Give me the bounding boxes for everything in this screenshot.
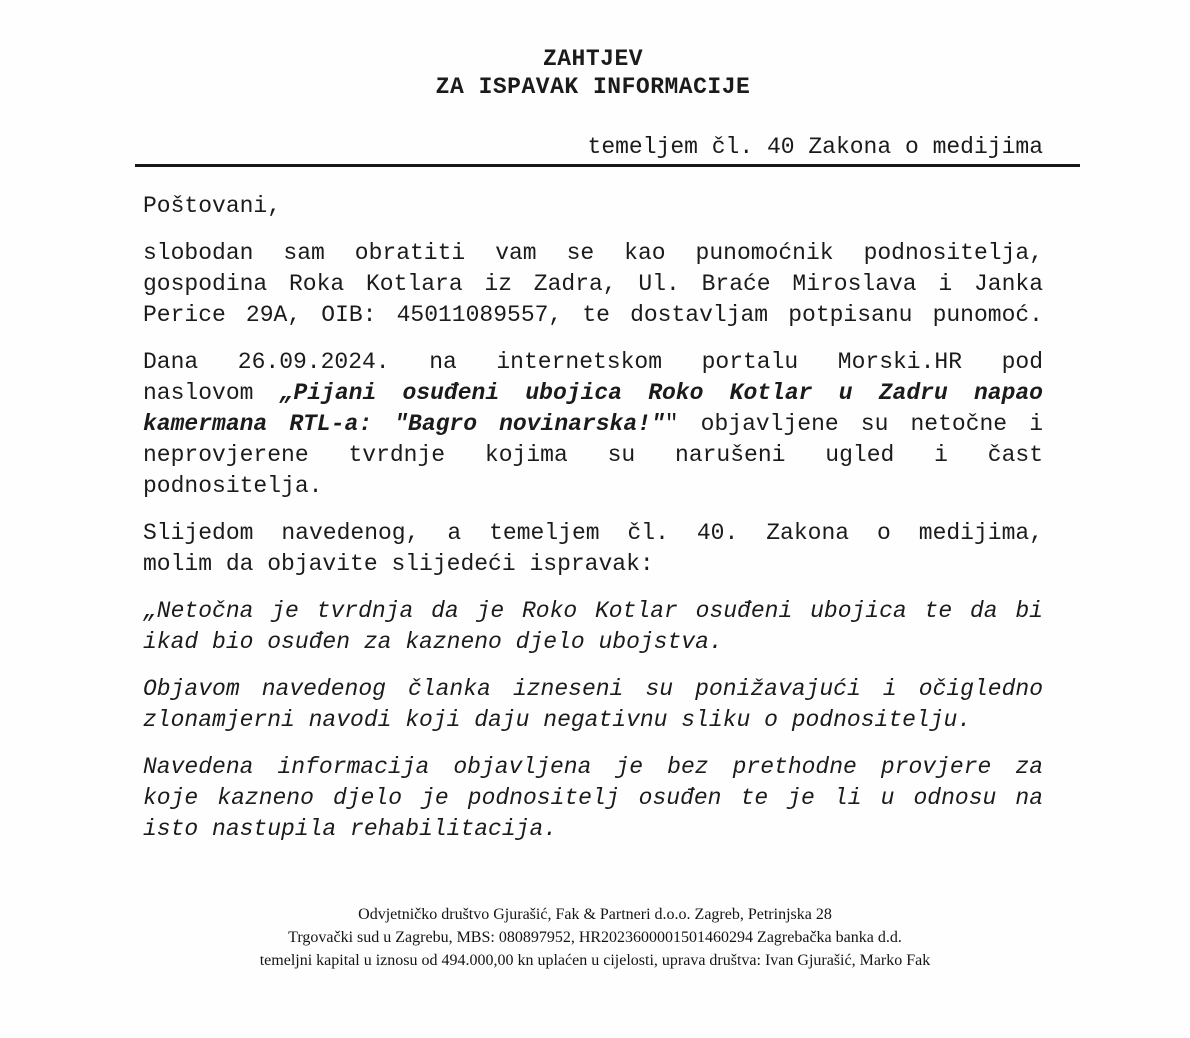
paragraph-line: Dana 26.09.2024. na internetskom portalu Morski.HR pod	[143, 349, 1043, 375]
paragraph-line: Perice 29A, OIB: 45011089557, te dostavljam potpisanu punomoć.	[143, 302, 1043, 328]
paragraph-line: neprovjerene tvrdnje kojima su narušeni ugled i čast	[143, 442, 1043, 468]
legal-basis-line: temeljem čl. 40 Zakona o medijima	[587, 134, 1043, 160]
paragraph-line: koje kazneno djelo je podnositelj osuđen te je li u odnosu na	[143, 785, 1043, 811]
paragraph-line: Objavom navedenog članka izneseni su ponižavajući i očigledno	[143, 676, 1043, 702]
paragraph-line: ikad bio osuđen za kazneno djelo ubojstva.	[143, 629, 723, 655]
salutation: Poštovani,	[143, 193, 282, 219]
paragraph-line: slobodan sam obratiti vam se kao punomoćnik podnositelja,	[143, 240, 1043, 266]
paragraph-line: Slijedom navedenog, a temeljem čl. 40. Zakona o medijima,	[143, 520, 1043, 546]
article-headline-bold: kamermana RTL-a: "Bagro novinarska!"	[143, 411, 665, 437]
paragraph-intro	[143, 238, 1043, 331]
title-line-1: ZAHTJEV	[542, 46, 644, 72]
correction-paragraph-1	[143, 596, 1043, 658]
regular-text: " objavljene su netočne i	[664, 411, 1043, 437]
correction-paragraph-3	[143, 752, 1043, 845]
paragraph-line: „Netočna je tvrdnja da je Roko Kotlar osuđeni ubojica te da bi	[143, 598, 1043, 624]
paragraph-line: zlonamjerni navodi koji daju negativnu sliku o podnositelju.	[143, 707, 972, 733]
footer-line-2: Trgovački sud u Zagrebu, MBS: 080897952, HR2023600001501460294 Zagrebačka banka d.d.	[288, 929, 902, 946]
regular-text: naslovom	[143, 380, 280, 406]
paragraph-line: gospodina Roka Kotlara iz Zadra, Ul. Braće Miroslava i Janka	[143, 271, 1043, 297]
paragraph-article	[143, 347, 1043, 502]
paragraph-line: podnositelja.	[143, 473, 323, 499]
article-headline-bold: „Pijani osuđeni ubojica Roko Kotlar u Zadru napao	[279, 380, 1043, 406]
paragraph-line: molim da objavite slijedeći ispravak:	[143, 551, 654, 577]
footer-line-3: temeljni kapital u iznosu od 494.000,00 kn uplaćen u cijelosti, uprava društva: Ivan Gjurašić, Marko Fak	[259, 952, 931, 969]
paragraph-line: Navedena informacija objavljena je bez prethodne provjere za	[143, 754, 1043, 780]
title-line-2: ZA ISPAVAK INFORMACIJE	[435, 74, 751, 100]
footer-line-1: Odvjetničko društvo Gjurašić, Fak & Partneri d.o.o. Zagreb, Petrinjska 28	[358, 906, 832, 923]
paragraph-request	[143, 518, 1043, 580]
document-title	[143, 45, 1043, 101]
correction-paragraph-2	[143, 674, 1043, 736]
divider-rule	[135, 164, 1080, 167]
paragraph-line	[143, 378, 1043, 409]
paragraph-line	[143, 409, 1043, 440]
paragraph-line: isto nastupila rehabilitacija.	[143, 816, 558, 842]
law-firm-footer	[0, 903, 1190, 972]
